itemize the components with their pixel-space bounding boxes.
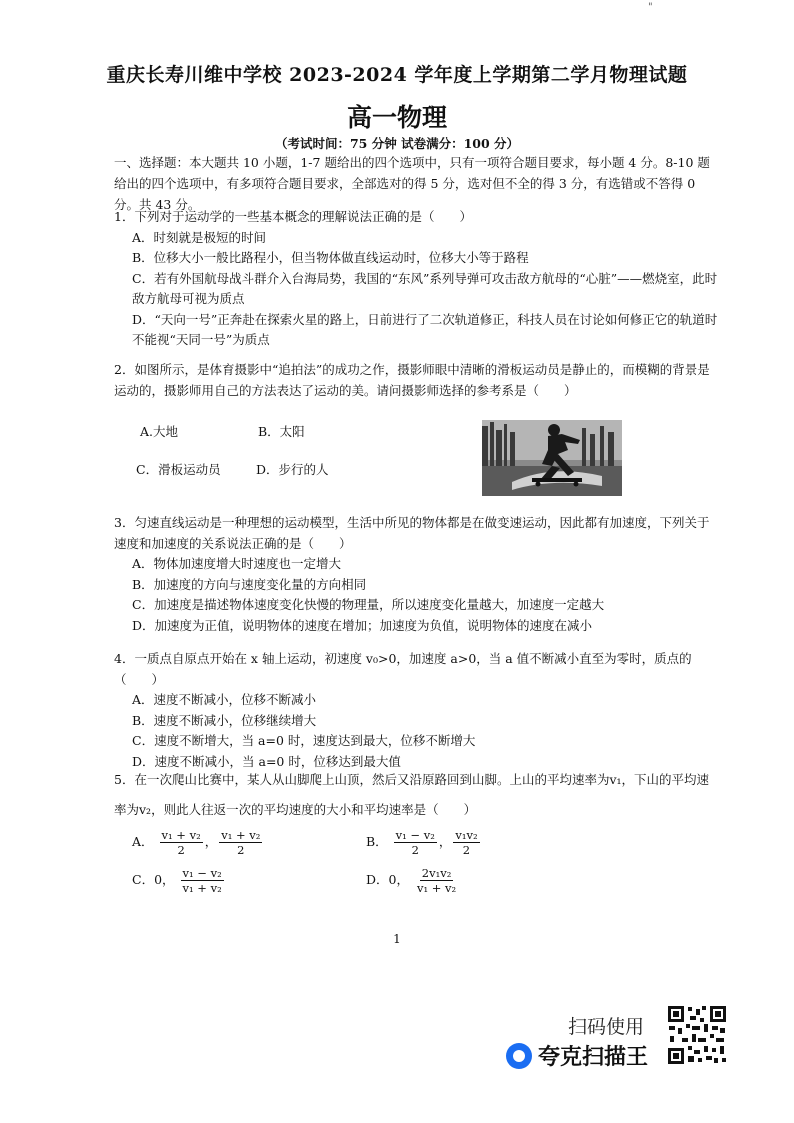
separator: ， <box>204 834 218 849</box>
question-2-option-c: C．滑板运动员 <box>136 462 221 477</box>
fraction-numerator: v₁ − v₂ <box>395 828 435 842</box>
fraction-numerator: v₁ − v₂ <box>182 866 222 880</box>
question-5-option-a-fraction-1 <box>160 828 203 857</box>
fraction-denominator: v₁ + v₂ <box>182 881 222 895</box>
exam-title: 重庆长寿川维中学校 2023-2024 学年度上学期第二学月物理试题 <box>106 64 688 86</box>
question-4-option-d: D．速度不断减小，当 a=0 时，位移达到最大值 <box>132 753 401 769</box>
subject-heading: 高一物理 <box>346 103 447 132</box>
question-3-option-b: B．加速度的方向与速度变化量的方向相同 <box>132 576 367 592</box>
question-4-option-c: C．速度不断增大，当 a=0 时，速度达到最大，位移不断增大 <box>132 733 476 748</box>
question-3-option-a: A．物体加速度增大时速度也一定增大 <box>132 556 342 571</box>
exam-meta: （考试时间：75 分钟 试卷满分：100 分） <box>274 136 520 151</box>
question-1-option-d: D．“天向一号”正奔赴在探索火星的路上，日前进行了二次轨道修正，科技人员在讨论如何修正它的轨道时不能视“天同一号”为质点 <box>132 311 718 347</box>
fraction-numerator: v₁ + v₂ <box>221 828 261 842</box>
question-3 <box>114 513 718 636</box>
question-5-option-b <box>366 828 482 857</box>
question-1-option-c: C．若有外国航母战斗群介入台海局势，我国的“东风”系列导弹可攻击敌方航母的“心脏”——燃烧室，此时敌方航母可视为质点 <box>132 270 718 306</box>
question-5-option-c-label: C．0， <box>132 872 175 887</box>
question-1-option-b: B．位移大小一般比路程小，但当物体做直线运动时，位移大小等于路程 <box>132 250 529 265</box>
question-5-option-c-fraction <box>181 866 224 895</box>
question-3-option-c: C．加速度是描述物体速度变化快慢的物理量，所以速度变化量越大，加速度一定越大 <box>132 597 605 612</box>
question-5-option-b-fraction-1 <box>394 828 437 857</box>
question-5-option-b-label: B． <box>366 834 388 849</box>
separator: ， <box>438 834 452 849</box>
question-1-stem: 1．下列对于运动学的一些基本概念的理解说法正确的是（ ） <box>114 209 472 224</box>
fraction-numerator: 2v₁v₂ <box>421 866 452 880</box>
question-3-stem: 3．匀速直线运动是一种理想的运动模型，生活中所见的物体都是在做变速运动，因此都有加速度，下列关于速度和加速度的关系说法正确的是（ ） <box>114 515 710 551</box>
question-3-option-d: D．加速度为正值，说明物体的速度在增加；加速度为负值，说明物体的速度在减小 <box>132 617 593 633</box>
question-2-option-d: D．步行的人 <box>256 462 329 477</box>
question-2-option-b: B．太阳 <box>258 424 305 439</box>
fraction-denominator: 2 <box>411 843 419 857</box>
question-5-option-a <box>132 828 264 857</box>
question-5-option-b-fraction-2 <box>453 828 479 857</box>
question-5-option-a-fraction-2 <box>219 828 262 857</box>
question-4-stem: 4．一质点自原点开始在 x 轴上运动，初速度 v₀>0，加速度 a>0，当 a 值不断减小直至为零时，质点的（ ） <box>114 651 692 687</box>
section-intro: 一、选择题：本大题共 10 小题，1-7 题给出的四个选项中，只有一项符合题目要求，每小题 4 分。8-10 题给出的四个选项中，有多项符合题目要求，全部选对的得 5 分，选对但不全的得 3 分，有选错或不答得 0 分。共 43 分。 <box>114 155 710 212</box>
fraction-numerator: v₁ + v₂ <box>161 828 201 842</box>
skateboard-photo-graphic <box>482 420 622 496</box>
question-5-stem: 5．在一次爬山比赛中，某人从山脚爬上山顶，然后又沿原路回到山脚。上山的平均速率为v₁，下山的平均速率为v₂，则此人往返一次的平均速度的大小和平均速率是（ ） <box>114 772 710 817</box>
question-2-stem: 2．如图所示，是体育摄影中“追拍法”的成功之作，摄影师眼中清晰的滑板运动员是静止的，而模糊的背景是运动的，摄影师用自己的方法表达了运动的美。请问摄影师选择的参考系是（ ） <box>114 362 710 398</box>
corner-mark: " <box>648 2 653 13</box>
page-number: 1 <box>393 932 401 946</box>
qr-code-icon[interactable] <box>666 1004 728 1066</box>
question-4-option-a: A．速度不断减小，位移不断减小 <box>132 692 317 707</box>
question-2-option-a: A.大地 <box>140 424 179 439</box>
question-1-option-a: A．时刻就是极短的时间 <box>132 229 267 245</box>
scanner-brand-name: 夸克扫描王 <box>538 1045 649 1070</box>
fraction-denominator: v₁ + v₂ <box>416 881 457 895</box>
question-5-option-d <box>366 866 460 895</box>
scan-to-use-text: 扫码使用 <box>568 1016 645 1038</box>
question-5-option-d-fraction <box>415 866 458 895</box>
question-5-option-a-label: A． <box>132 834 154 849</box>
question-1 <box>114 207 718 351</box>
question-4 <box>114 649 718 772</box>
scanner-brand <box>506 1040 648 1071</box>
question-5-option-c <box>132 866 226 895</box>
qr-code-graphic <box>666 1004 728 1066</box>
fraction-denominator: 2 <box>237 843 245 857</box>
fraction-denominator: 2 <box>177 843 185 857</box>
question-4-option-b: B．速度不断减小，位移继续增大 <box>132 712 317 728</box>
skateboard-photo <box>482 420 622 496</box>
fraction-denominator: 2 <box>462 843 471 857</box>
quark-logo-icon <box>506 1043 532 1069</box>
fraction-numerator: v₁v₂ <box>455 828 478 842</box>
question-5-option-d-label: D．0， <box>366 872 409 887</box>
